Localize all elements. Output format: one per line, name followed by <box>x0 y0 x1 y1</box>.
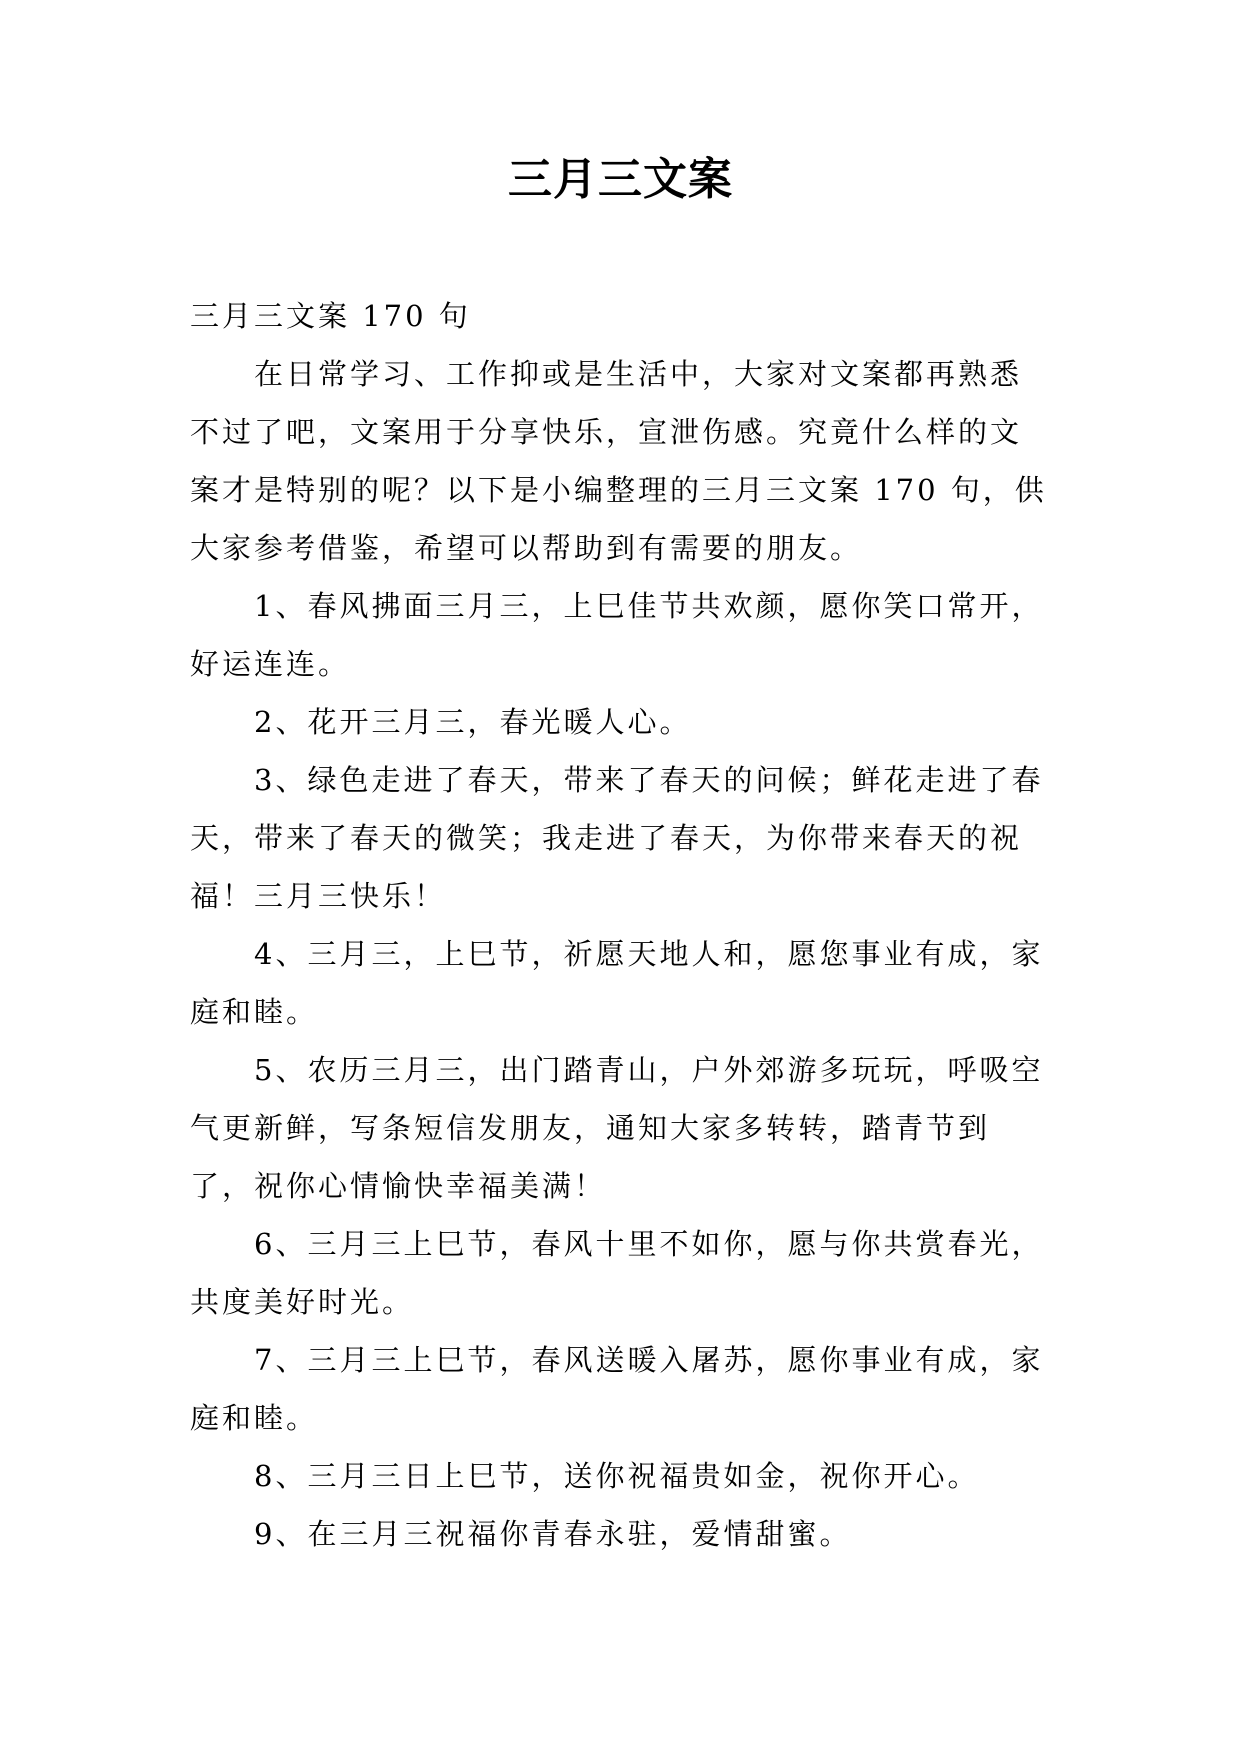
list-item: 1、春风拂面三月三，上巳佳节共欢颜，愿你笑口常开，好运连连。 <box>190 589 1044 681</box>
document-body <box>190 287 1050 1563</box>
list-item: 6、三月三上巳节，春风十里不如你，愿与你共赏春光，共度美好时光。 <box>190 1227 1044 1319</box>
list-item: 8、三月三日上巳节，送你祝福贵如金，祝你开心。 <box>254 1459 980 1493</box>
list-item: 7、三月三上巳节，春风送暖入屠苏，愿你事业有成，家庭和睦。 <box>190 1343 1044 1435</box>
intro-paragraph: 在日常学习、工作抑或是生活中，大家对文案都再熟悉不过了吧，文案用于分享快乐，宣泄伤感。究竟什么样的文案才是特别的呢？以下是小编整理的三月三文案 170 句，供大家参考借鉴，希望可以帮助到有需要的朋友。 <box>190 357 1047 565</box>
list-item: 3、绿色走进了春天，带来了春天的问候；鲜花走进了春天，带来了春天的微笑；我走进了春天，为你带来春天的祝福！三月三快乐！ <box>190 763 1044 913</box>
list-item: 4、三月三，上巳节，祈愿天地人和，愿您事业有成，家庭和睦。 <box>190 937 1044 1029</box>
list-item: 5、农历三月三，出门踏青山，户外郊游多玩玩，呼吸空气更新鲜，写条短信发朋友，通知大家多转转，踏青节到了，祝你心情愉快幸福美满！ <box>190 1053 1044 1203</box>
document-title: 三月三文案 <box>508 154 733 205</box>
list-item: 2、花开三月三，春光暖人心。 <box>254 705 692 739</box>
document-subtitle: 三月三文案 170 句 <box>190 299 471 333</box>
list-item: 9、在三月三祝福你青春永驻，爱情甜蜜。 <box>254 1517 852 1551</box>
